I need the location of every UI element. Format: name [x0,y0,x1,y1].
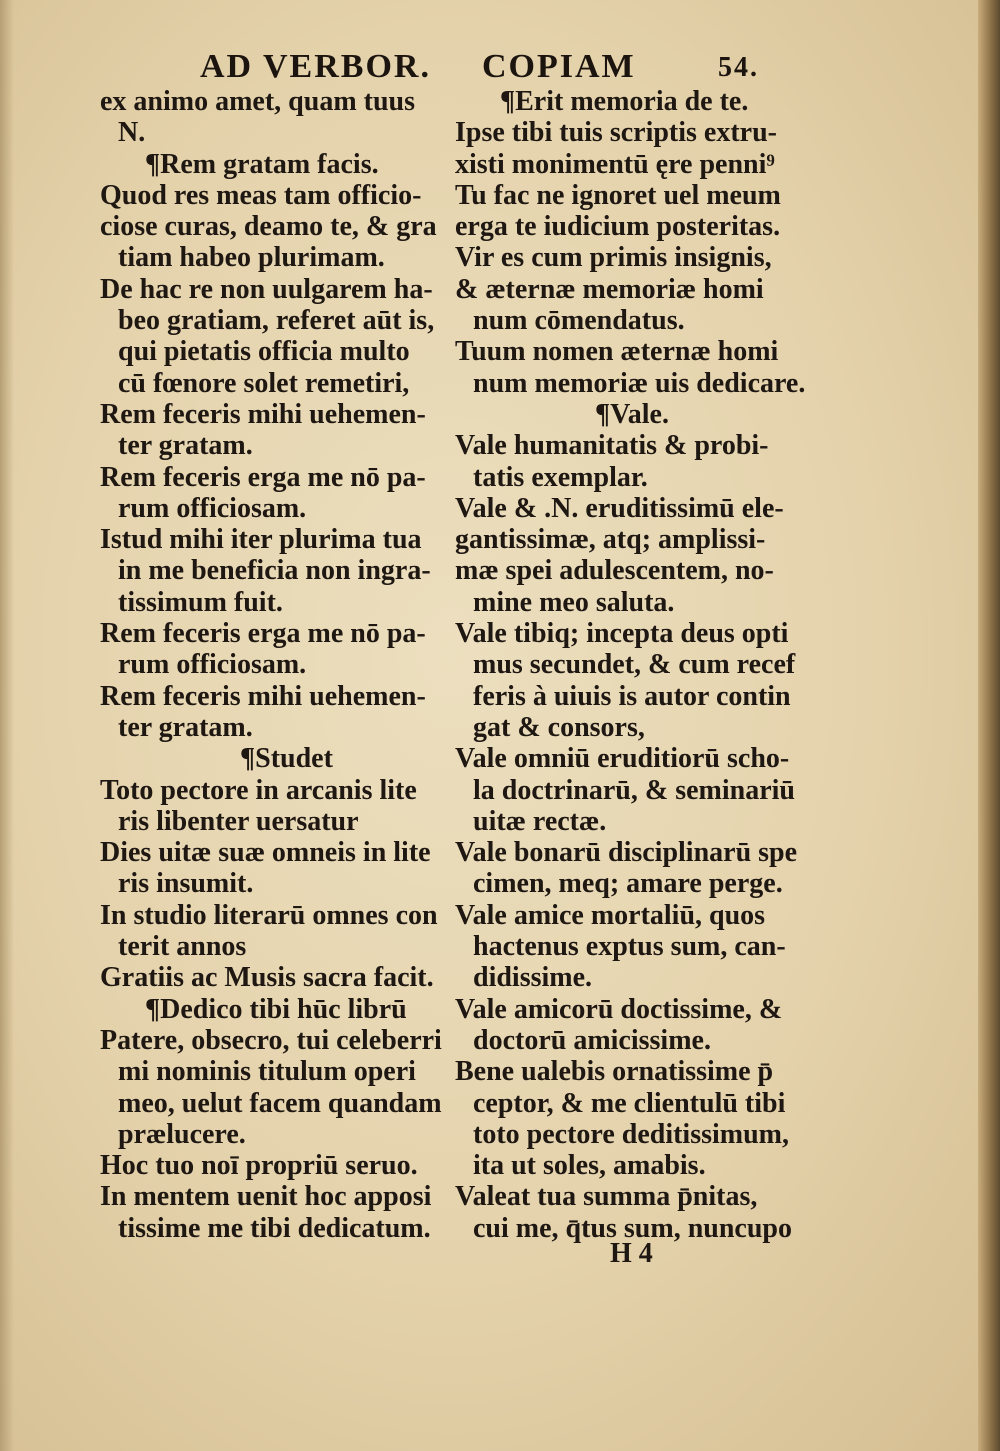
right-column-line: cui me, q̄tus sum, nuncupo [473,1212,792,1244]
right-column-line: doctorū amicissime. [473,1024,711,1056]
right-column-line: gantissimæ, atq; amplissi- [455,524,766,556]
left-column-line: mi nominis titulum operi [118,1056,416,1088]
right-column-line: hactenus exptus sum, can- [473,931,786,963]
right-column-line: tatis exemplar. [473,461,648,493]
page-gutter-shadow [0,0,14,1451]
right-column-line: Vale tibiq; incepta deus opti [455,618,789,650]
right-column-line: Tuum nomen æternæ homi [455,336,779,368]
left-column-line: Toto pectore in arcanis lite [100,774,417,806]
right-column-line: toto pectore deditissimum, [473,1118,789,1150]
right-column-line: didissime. [473,962,593,994]
left-column-line: prælucere. [118,1118,246,1150]
left-column-line: Rem feceris erga me nō pa- [100,461,426,493]
right-column-line: Vale amicorū doctissime, & [455,993,783,1025]
right-column-line: Tu fac ne ignoret uel meum [455,179,781,211]
header-center: COPIAM [482,48,636,85]
right-column-line: gat & consors, [473,711,645,743]
left-column-line: De hac re non uulgarem ha- [100,273,433,305]
left-column-line: ris insumit. [118,868,254,900]
left-column-line: Rem feceris mihi uehemen- [100,398,426,430]
right-column-line: ¶Vale. [595,398,669,430]
right-column-line: Vale omniū eruditiorū scho- [455,743,790,775]
right-column-line: erga te iudicium posteritas. [455,211,781,243]
left-column-line: Rem feceris erga me nō pa- [100,618,426,650]
right-column-line: Vale & .N. eruditissimū ele- [455,492,784,524]
page-edge-shadow [978,0,1000,1451]
right-column-line: num memoriæ uis dedicare. [473,367,806,399]
left-column-line: N. [118,117,146,149]
left-column-line: Hoc tuo noī propriū seruo. [100,1150,418,1182]
left-column-line: terit annos [118,931,247,963]
left-column-line: ciose curas, deamo te, & gra [100,211,437,243]
right-column-line: Vir es cum primis insignis, [455,242,772,274]
left-column-line: meo, uelut facem quandam [118,1087,442,1119]
right-column-line: xisti monimentū ęre penni⁹ [455,148,775,180]
left-column-line: qui pietatis officia multo [118,336,410,368]
right-column-line: cimen, meq; amare perge. [473,868,783,900]
right-column-line: feris à uiuis is autor contin [473,680,791,712]
right-column-line: mæ spei adulescentem, no- [455,555,774,587]
left-column-line: ¶Studet [240,743,333,775]
left-column-line: beo gratiam, referet aūt is, [118,305,435,337]
right-column-line: Vale amice mortaliū, quos [455,899,766,931]
right-column-line: Ipse tibi tuis scriptis extru- [455,117,777,149]
left-column-line: ris libenter uersatur [118,805,359,837]
right-column-line: mine meo saluta. [473,586,675,618]
left-column-line: Quod res meas tam officio- [100,179,422,211]
left-column-line: ter gratam. [118,430,253,462]
left-column-line: in me beneficia non ingra- [118,555,431,587]
right-column-line: uitæ rectæ. [473,805,607,837]
left-column-line: tissimum fuit. [118,586,283,618]
right-column-line: num cōmendatus. [473,305,685,337]
left-column-line: rum officiosam. [118,649,307,681]
left-column-line: ex animo amet, quam tuus [100,86,416,117]
right-column-line: Valeat tua summa p̄nitas, [455,1181,758,1213]
right-column-line: ceptor, & me clientulū tibi [473,1087,786,1119]
left-column-line: ter gratam. [118,711,253,743]
left-column-line: rum officiosam. [118,492,307,524]
right-column-line: Vale bonarū disciplinarū spe [455,837,798,869]
right-column-line: la doctrinarū, & seminariū [473,774,795,806]
right-column-line: & æternæ memoriæ homi [455,273,764,305]
left-column-line: ¶Rem gratam facis. [145,148,379,180]
left-column-line: In studio literarū omnes con [100,899,438,931]
left-column-line: tissime me tibi dedicatum. [118,1212,431,1244]
right-column-line: Vale humanitatis & probi- [455,430,769,462]
right-column-line: mus secundet, & cum recef [473,649,796,681]
right-column-line: Bene ualebis ornatissime p̄ [455,1056,774,1088]
header-left: AD VERBOR. [200,48,431,85]
left-column-line: tiam habeo plurimam. [118,242,385,274]
page-number: 54. [718,52,759,83]
left-column-line: Gratiis ac Musis sacra facit. [100,962,434,994]
signature-mark: H 4 [610,1238,653,1269]
left-column-line: Istud mihi iter plurima tua [100,524,422,556]
left-column-line: ¶Dedico tibi hūc librū [145,993,407,1025]
left-column [100,86,460,1244]
left-column-line: Patere, obsecro, tui celeberri [100,1024,442,1056]
left-column-line: Dies uitæ suæ omneis in lite [100,837,431,869]
right-column [455,86,825,1244]
right-column-line: ¶Erit memoria de te. [500,86,749,117]
right-column-line: ita ut soles, amabis. [473,1150,706,1182]
left-column-line: cū fœnore solet remetiri, [118,367,410,399]
left-column-line: Rem feceris mihi uehemen- [100,680,426,712]
left-column-line: In mentem uenit hoc apposi [100,1181,432,1213]
